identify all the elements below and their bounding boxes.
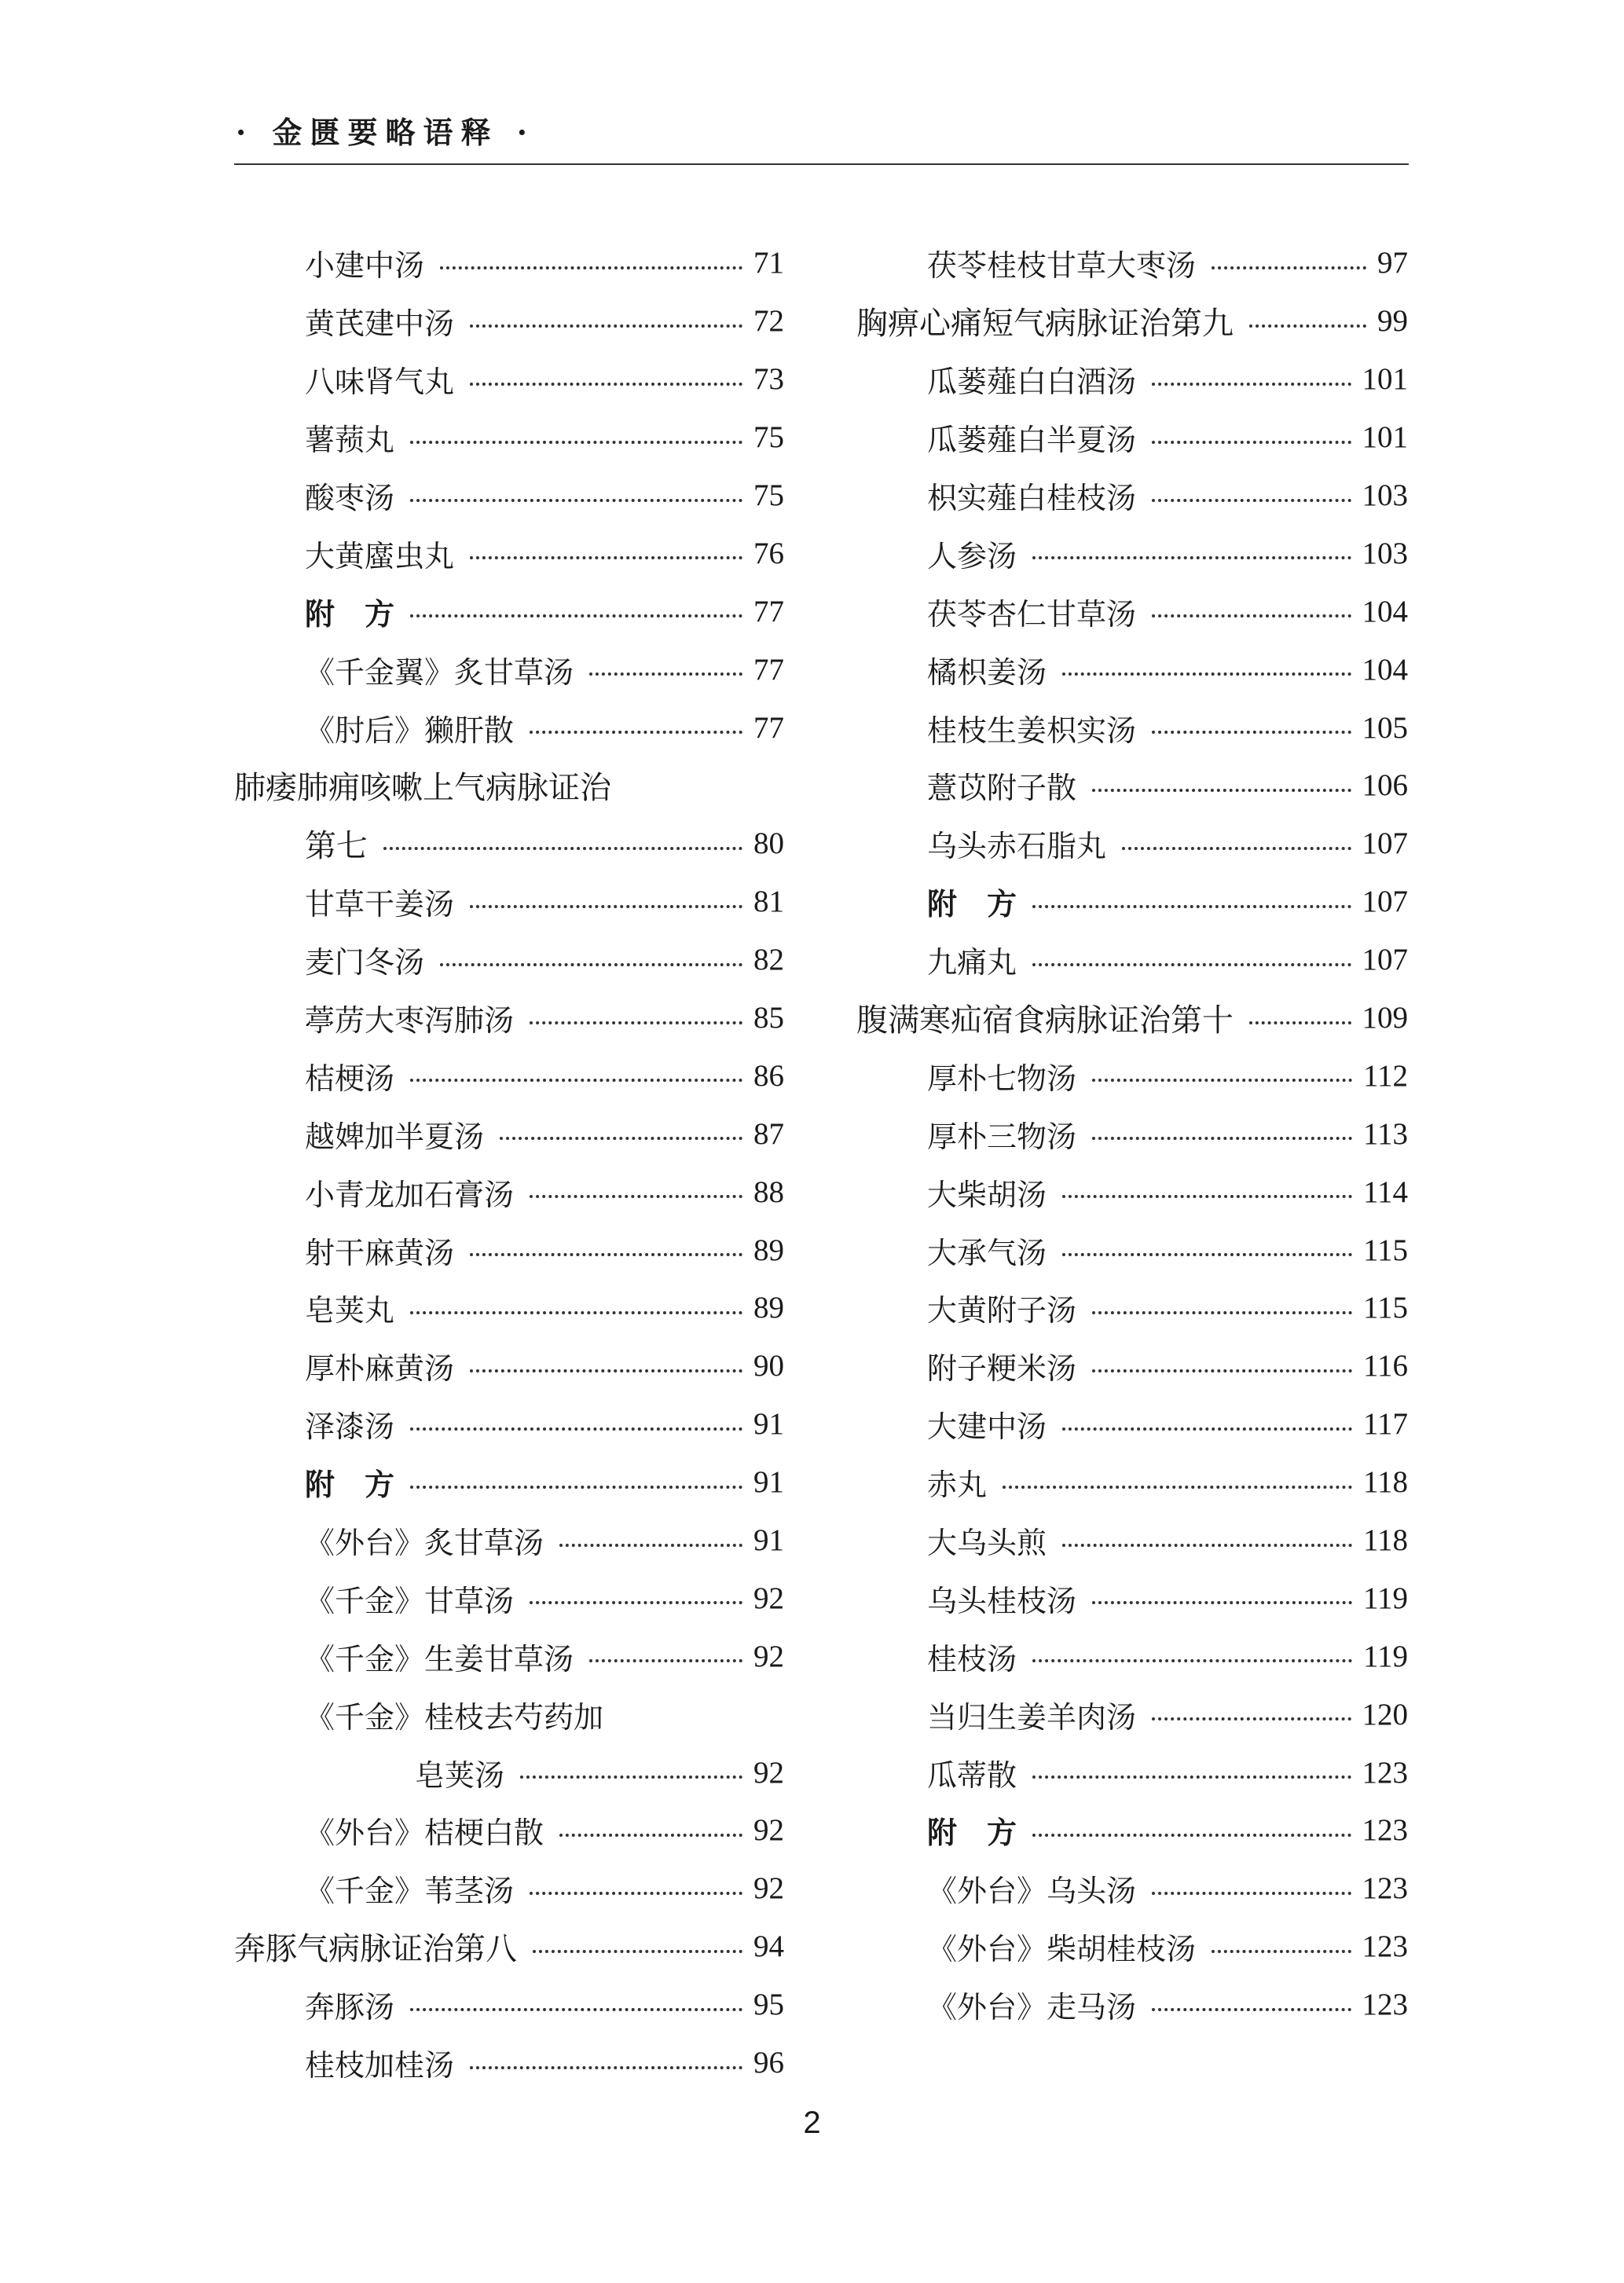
dot-leader [410, 441, 742, 444]
dot-leader [1032, 963, 1351, 966]
toc-entry [234, 1976, 784, 2034]
toc-page-number: 92 [753, 1639, 784, 1673]
toc-page-number: 88 [753, 1174, 784, 1209]
toc-entry [234, 1395, 784, 1453]
toc-entry-title: 桂枝汤 [927, 1641, 1017, 1677]
toc-entry [856, 1976, 1408, 2034]
toc-entry-title: 射干麻黄汤 [305, 1235, 455, 1270]
dot-leader [1092, 1601, 1352, 1604]
toc-entry [234, 234, 784, 292]
toc-entry-title: 桔梗汤 [305, 1061, 395, 1096]
toc-entry-title: 肺痿肺痈咳嗽上气病脉证治 [234, 770, 611, 807]
dot-leader [530, 1195, 742, 1198]
toc-entry [856, 1743, 1408, 1801]
dot-leader [533, 1950, 742, 1953]
toc-entry-title: 《千金》生姜甘草汤 [305, 1641, 574, 1677]
toc-entry-title: 枳实薤白桂枝汤 [927, 481, 1137, 515]
toc-entry [856, 1860, 1408, 1918]
toc-entry [856, 1105, 1408, 1163]
toc-page-number: 76 [753, 536, 784, 570]
toc-page-number: 116 [1362, 1349, 1408, 1383]
toc-section-entry [856, 1801, 1408, 1860]
dot-leader [410, 499, 742, 502]
toc-page-number: 105 [1362, 710, 1408, 745]
toc-page-number: 112 [1362, 1058, 1408, 1093]
toc-entry-title: 橘枳姜汤 [927, 654, 1047, 690]
dot-leader [500, 1137, 742, 1140]
dot-leader [1249, 1021, 1351, 1024]
toc-page-number: 97 [1377, 246, 1408, 280]
toc-entry [234, 524, 784, 582]
toc-entry-title: 《外台》炙甘草汤 [305, 1526, 544, 1561]
toc-page-number: 94 [753, 1929, 784, 1964]
dot-leader [410, 1079, 742, 1082]
toc-page-number: 118 [1362, 1465, 1408, 1500]
toc-entry-title: 附 方 [927, 887, 1017, 922]
toc-left-column [234, 234, 784, 2092]
toc-entry-title: 桂枝加桂汤 [305, 2048, 455, 2083]
toc-entry [234, 640, 784, 698]
toc-entry [234, 1743, 784, 1801]
toc-entry-title: 胸痹心痛短气病脉证治第九 [856, 306, 1234, 343]
toc-chapter-entry [234, 757, 784, 815]
toc-entry-title: 桂枝生姜枳实汤 [927, 713, 1137, 748]
toc-entry [856, 350, 1408, 409]
toc-entry-title: 《千金翼》炙甘草汤 [305, 654, 574, 690]
toc-entry-title: 大黄䗪虫丸 [305, 538, 455, 573]
toc-page-number: 77 [753, 652, 784, 687]
dot-leader [1032, 905, 1351, 908]
toc-entry [234, 1163, 784, 1221]
toc-entry-title: 《千金》桂枝去芍药加 [305, 1699, 604, 1735]
running-header: · 金匮要略语释 · [236, 115, 535, 150]
dot-leader [470, 2066, 742, 2069]
dot-leader [383, 847, 742, 850]
toc-entry-title: 酸枣汤 [305, 481, 395, 515]
dot-leader [1062, 1253, 1352, 1256]
toc-entry-title: 赤丸 [927, 1468, 988, 1503]
toc-entry [856, 1685, 1408, 1743]
toc-entry-title: 葶苈大枣泻肺汤 [305, 1003, 515, 1039]
toc-entry [234, 1685, 784, 1743]
toc-entry-title: 薯蓣丸 [305, 423, 395, 458]
toc-entry-title: 当归生姜羊肉汤 [927, 1699, 1137, 1735]
dot-leader [1152, 383, 1351, 386]
toc-page-number: 86 [753, 1058, 784, 1093]
toc-page-number: 96 [753, 2046, 784, 2080]
toc-page-number: 72 [753, 304, 784, 339]
toc-page-number: 123 [1362, 1929, 1408, 1964]
toc-page-number: 104 [1362, 594, 1408, 628]
toc-entry-title: 大柴胡汤 [927, 1177, 1047, 1212]
toc-entry-title: 附 方 [305, 1468, 395, 1503]
toc-entry-title: 小建中汤 [305, 248, 425, 284]
dot-leader [440, 266, 742, 269]
toc-entry [856, 1627, 1408, 1685]
dot-leader [1062, 672, 1351, 676]
toc-entry-title: 薏苡附子散 [927, 771, 1077, 806]
toc-page-number: 75 [753, 478, 784, 512]
dot-leader [530, 1601, 742, 1604]
dot-leader [1092, 1137, 1352, 1140]
toc-page-number: 92 [753, 1871, 784, 1906]
toc-entry [856, 1279, 1408, 1337]
page-number: 2 [803, 2105, 821, 2140]
toc-entry [856, 582, 1408, 640]
toc-page-number: 95 [753, 1988, 784, 2022]
toc-page-number: 101 [1362, 420, 1408, 455]
toc-entry-title: 《千金》苇茎汤 [305, 1874, 515, 1909]
dot-leader [1062, 1544, 1352, 1547]
dot-leader [1062, 1427, 1352, 1431]
toc-page-number: 71 [753, 246, 784, 280]
dot-leader [410, 1427, 742, 1431]
dot-leader [1152, 1717, 1351, 1720]
dot-leader [470, 905, 742, 908]
dot-leader [1152, 1892, 1351, 1895]
dot-leader [1122, 847, 1351, 850]
dot-leader [1092, 789, 1351, 792]
toc-page-number: 119 [1362, 1581, 1408, 1615]
toc-entry [856, 1918, 1408, 1976]
toc-entry-title: 乌头桂枝汤 [927, 1583, 1077, 1618]
toc-section-entry [234, 1453, 784, 1512]
toc-page-number: 123 [1362, 1988, 1408, 2022]
dot-leader [1152, 441, 1351, 444]
toc-page-number: 115 [1362, 1291, 1408, 1325]
toc-entry [234, 1105, 784, 1163]
dot-leader [440, 963, 742, 966]
dot-leader [410, 2008, 742, 2011]
dot-leader [1092, 1369, 1352, 1372]
dot-leader [530, 731, 742, 734]
dot-leader [589, 1659, 742, 1662]
toc-entry [234, 2034, 784, 2092]
toc-page-number: 106 [1362, 768, 1408, 803]
toc-entry-title: 麦门冬汤 [305, 945, 425, 980]
dot-leader [559, 1544, 742, 1547]
dot-leader [470, 1369, 742, 1372]
dot-leader [1249, 324, 1366, 328]
toc-entry [856, 1337, 1408, 1395]
toc-entry-title: 《肘后》獭肝散 [305, 713, 515, 748]
toc-page-number: 104 [1362, 652, 1408, 687]
dot-leader [530, 1021, 742, 1024]
toc-page-number: 115 [1362, 1233, 1408, 1267]
toc-entry-title: 茯苓桂枝甘草大枣汤 [927, 248, 1197, 284]
toc-page-number: 119 [1362, 1639, 1408, 1673]
dot-leader [1152, 731, 1351, 734]
dot-leader [1032, 1775, 1351, 1779]
toc-page-number: 82 [753, 943, 784, 977]
toc-entry-title: 黄芪建中汤 [305, 306, 455, 342]
toc-entry-title: 厚朴七物汤 [927, 1061, 1077, 1096]
toc-page-number: 80 [753, 826, 784, 861]
toc-page-number: 91 [753, 1407, 784, 1442]
dot-leader [559, 1834, 742, 1837]
toc-entry [234, 1801, 784, 1860]
toc-entry-title: 腹满寒疝宿食病脉证治第十 [856, 1002, 1234, 1039]
toc-entry-title: 《外台》柴胡桂枝汤 [927, 1932, 1197, 1967]
toc-entry-title: 《外台》乌头汤 [927, 1874, 1137, 1909]
toc-page-number: 99 [1377, 304, 1408, 339]
toc-entry [856, 1046, 1408, 1105]
header-rule [234, 163, 1409, 165]
dot-leader [1032, 556, 1351, 559]
toc-entry [856, 698, 1408, 757]
toc-entry [856, 757, 1408, 815]
toc-entry-title: 瓜蒂散 [927, 1757, 1017, 1793]
dot-leader [1152, 2008, 1351, 2011]
toc-entry [234, 1512, 784, 1570]
toc-entry-title: 甘草干姜汤 [305, 887, 455, 922]
toc-entry [856, 1453, 1408, 1512]
dot-leader [1032, 1834, 1351, 1837]
dot-leader [1032, 1659, 1352, 1662]
toc-entry [234, 467, 784, 525]
toc-page-number: 89 [753, 1233, 784, 1267]
dot-leader [1092, 1079, 1352, 1082]
toc-page-number: 107 [1362, 826, 1408, 861]
dot-leader [470, 556, 742, 559]
toc-entry [234, 1569, 784, 1627]
toc-page-number: 123 [1362, 1871, 1408, 1906]
toc-entry [234, 1627, 784, 1685]
toc-entry [234, 931, 784, 989]
toc-entry [234, 873, 784, 931]
toc-entry [234, 1337, 784, 1395]
toc-page-number: 92 [753, 1581, 784, 1615]
toc-entry [234, 1279, 784, 1337]
toc-entry [856, 1569, 1408, 1627]
toc-entry-title: 皂荚丸 [305, 1293, 395, 1328]
toc-entry-title: 大建中汤 [927, 1409, 1047, 1445]
toc-page-number: 114 [1362, 1174, 1408, 1209]
toc-page-number: 120 [1362, 1697, 1408, 1731]
toc-chapter-entry [234, 1918, 784, 1976]
toc-page-number: 103 [1362, 536, 1408, 570]
toc-entry [856, 931, 1408, 989]
toc-entry-title: 瓜蒌薤白半夏汤 [927, 423, 1137, 458]
dot-leader [1152, 499, 1351, 502]
toc-chapter-entry [856, 989, 1408, 1047]
toc-entry-title: 泽漆汤 [305, 1409, 395, 1445]
toc-page-number: 90 [753, 1349, 784, 1383]
toc-page-number: 77 [753, 710, 784, 745]
toc-section-entry [234, 582, 784, 640]
toc-entry [856, 467, 1408, 525]
toc-entry-title: 乌头赤石脂丸 [927, 829, 1107, 864]
toc-entry [234, 1046, 784, 1105]
toc-entry-title: 人参汤 [927, 538, 1017, 573]
toc-entry [234, 815, 784, 873]
toc-entry [856, 234, 1408, 292]
toc-entry-title: 大黄附子汤 [927, 1293, 1077, 1328]
dot-leader [410, 1486, 742, 1489]
dot-leader [520, 1775, 742, 1779]
toc-page-number: 109 [1362, 1001, 1408, 1035]
toc-entry-title: 附 方 [927, 1816, 1017, 1851]
toc-entry-title: 《外台》桔梗白散 [305, 1816, 544, 1851]
toc-entry-title: 小青龙加石膏汤 [305, 1177, 515, 1212]
dot-leader [1212, 1950, 1351, 1953]
toc-page-number: 123 [1362, 1813, 1408, 1848]
toc-entry-title: 大乌头煎 [927, 1526, 1047, 1561]
toc-page-number: 89 [753, 1291, 784, 1325]
toc-entry [856, 1221, 1408, 1279]
toc-entry-title: 皂荚汤 [415, 1757, 505, 1793]
toc-entry [234, 292, 784, 350]
toc-page-number: 101 [1362, 362, 1408, 397]
toc-page-number: 92 [753, 1813, 784, 1848]
toc-entry [234, 1860, 784, 1918]
toc-page-number: 85 [753, 1001, 784, 1035]
toc-entry [234, 698, 784, 757]
toc-entry [856, 1512, 1408, 1570]
toc-entry-title: 《外台》走马汤 [927, 1990, 1137, 2025]
toc-right-column [856, 234, 1408, 2034]
toc-entry-title: 大承气汤 [927, 1235, 1047, 1270]
dot-leader [1092, 1311, 1352, 1314]
dot-leader [1212, 266, 1366, 269]
toc-page-number: 87 [753, 1116, 784, 1151]
toc-entry-title: 越婢加半夏汤 [305, 1119, 485, 1154]
toc-entry-title: 奔豚汤 [305, 1990, 395, 2025]
toc-entry [856, 409, 1408, 467]
toc-page-number: 81 [753, 885, 784, 919]
toc-entry-title: 附 方 [305, 596, 395, 632]
toc-entry [856, 1395, 1408, 1453]
toc-page-number: 118 [1362, 1523, 1408, 1558]
toc-page-number: 103 [1362, 478, 1408, 512]
toc-page-number: 77 [753, 594, 784, 628]
toc-entry-title: 八味肾气丸 [305, 365, 455, 400]
dot-leader [410, 614, 742, 617]
toc-page-number: 92 [753, 1755, 784, 1790]
toc-chapter-entry [856, 292, 1408, 350]
toc-entry [856, 524, 1408, 582]
toc-page-number: 73 [753, 362, 784, 397]
toc-page-number: 75 [753, 420, 784, 455]
toc-entry-title: 第七 [305, 828, 368, 865]
toc-entry [234, 989, 784, 1047]
toc-entry [234, 409, 784, 467]
toc-entry [856, 640, 1408, 698]
dot-leader [589, 672, 742, 676]
toc-entry-title: 厚朴三物汤 [927, 1119, 1077, 1154]
toc-entry-title: 厚朴麻黄汤 [305, 1351, 455, 1387]
dot-leader [1152, 614, 1351, 617]
toc-page-number: 107 [1362, 943, 1408, 977]
toc-page-number: 91 [753, 1523, 784, 1558]
toc-entry [234, 350, 784, 409]
toc-page-number: 117 [1362, 1407, 1408, 1442]
toc-page-number: 113 [1362, 1116, 1408, 1151]
toc-page-number: 123 [1362, 1755, 1408, 1790]
dot-leader [470, 383, 742, 386]
toc-entry-title: 奔豚气病脉证治第八 [234, 1931, 517, 1968]
dot-leader [470, 1253, 742, 1256]
toc-entry-title: 茯苓杏仁甘草汤 [927, 596, 1137, 632]
toc-entry-title: 附子粳米汤 [927, 1351, 1077, 1387]
dot-leader [530, 1892, 742, 1895]
toc-entry-title: 瓜蒌薤白白酒汤 [927, 365, 1137, 400]
dot-leader [470, 324, 742, 328]
toc-entry [856, 815, 1408, 873]
toc-section-entry [856, 873, 1408, 931]
toc-page-number: 107 [1362, 885, 1408, 919]
dot-leader [1062, 1195, 1352, 1198]
toc-entry [856, 1163, 1408, 1221]
dot-leader [1003, 1486, 1352, 1489]
toc-page-number: 91 [753, 1465, 784, 1500]
toc-entry-title: 九痛丸 [927, 945, 1017, 980]
toc-entry-title: 《千金》甘草汤 [305, 1583, 515, 1618]
dot-leader [410, 1311, 742, 1314]
toc-entry [234, 1221, 784, 1279]
